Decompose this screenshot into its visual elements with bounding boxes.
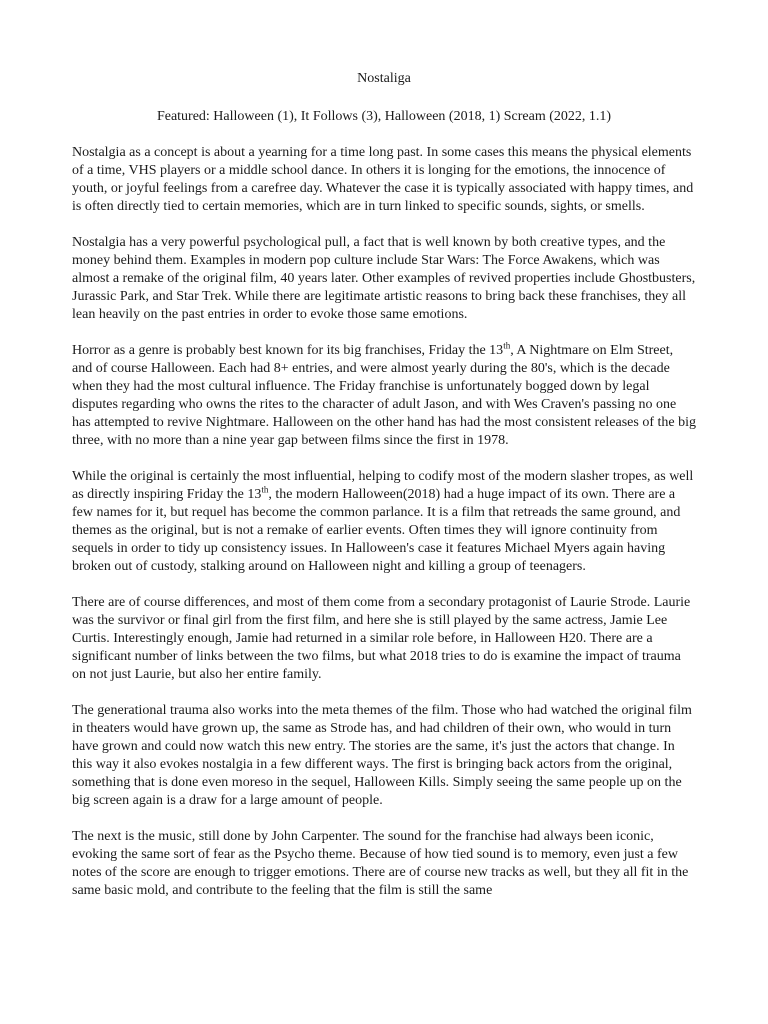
paragraph-3-text-b: , A Nightmare on Elm Street, and of course Halloween. Each had 8+ entries, and were almost yearly during the 80's, which is the decade when they had the most cultural influence. The Friday franchise is unfortunately bogged down by legal disputes regarding who owns the rites to the character of adult Jason, and with Wes Craven's passing no one has attempted to revive Nightmare. Halloween on the other hand has had the most consistent releases of the big three, with no more than a nine year gap between films since the first in 1978. <box>72 343 696 448</box>
paragraph-3-text-a: Horror as a genre is probably best known for its big franchises, Friday the 13 <box>72 343 504 358</box>
featured-line: Featured: Halloween (1), It Follows (3), Halloween (2018, 1) Scream (2022, 1.1) <box>156 109 612 124</box>
paragraph-6: The generational trauma also works into the meta themes of the film. Those who had watched the original film in theaters would have grown up, the same as Strode has, and had children of their own, who would in turn have grown and could now watch this new entry. The stories are the same, it's just the actors that change. In this way it also evokes nostalgia in a few different ways. The first is bringing back actors from the original, something that is done even moreso in the sequel, Halloween Kills. Simply seeing the same people up on the big screen again is a draw for a large amount of people. <box>72 703 692 808</box>
paragraph-4-text-b: , the modern Halloween(2018) had a huge impact of its own. There are a few names for it, but requel has become the common parlance. It is a film that retreads the same ground, and themes as the original, but is not a remake of earlier events. Often times they will ignore continuity from sequels in order to tidy up consistency issues. In Halloween's case it features Michael Myers again having broken out of custody, stalking around on Halloween night and killing a group of teenagers. <box>72 487 681 574</box>
document-title: Nostaliga <box>357 71 411 86</box>
paragraph-4 <box>72 468 696 576</box>
document-page <box>72 70 696 1024</box>
paragraph-1: Nostalgia as a concept is about a yearning for a time long past. In some cases this means the physical elements of a time, VHS players or a middle school dance. In others it is longing for the emotions, the innocence of youth, or joyful feelings from a carefree day. Whatever the case it is typically associated with happy times, and is often directly tied to certain memories, which are in turn linked to specific sounds, sights, or smells. <box>72 145 694 214</box>
paragraph-5: There are of course differences, and most of them come from a secondary protagonist of Laurie Strode. Laurie was the survivor or final girl from the first film, and here she is still played by the same actress, Jamie Lee Curtis. Interestingly enough, Jamie had returned in a similar role before, in Halloween H20. There are a significant number of links between the two films, but what 2018 tries to do is examine the impact of trauma on not just Laurie, but also her entire family. <box>72 595 691 682</box>
paragraph-3-superscript: th <box>503 340 511 351</box>
paragraph-3 <box>72 342 696 450</box>
paragraph-7: The next is the music, still done by John Carpenter. The sound for the franchise had always been iconic, evoking the same sort of fear as the Psycho theme. Because of how tied sound is to memory, even just a few notes of the score are enough to trigger emotions. There are of course new tracks as well, but they all fit in the same basic mold, and contribute to the feeling that the film is still the same <box>72 829 689 898</box>
paragraph-2: Nostalgia has a very powerful psychological pull, a fact that is well known by both creative types, and the money behind them. Examples in modern pop culture include Star Wars: The Force Awakens, which was almost a remake of the original film, 40 years later. Other examples of revived properties include Ghostbusters, Jurassic Park, and Star Trek. While there are legitimate artistic reasons to bring back these franchises, they all lean heavily on the past entries in order to evoke those same emotions. <box>72 235 696 322</box>
paragraph-4-text-a: While the original is certainly the most influential, helping to codify most of the modern slasher tropes, as well as directly inspiring Friday the 13 <box>72 469 694 502</box>
paragraph-4-superscript: th <box>261 484 269 495</box>
